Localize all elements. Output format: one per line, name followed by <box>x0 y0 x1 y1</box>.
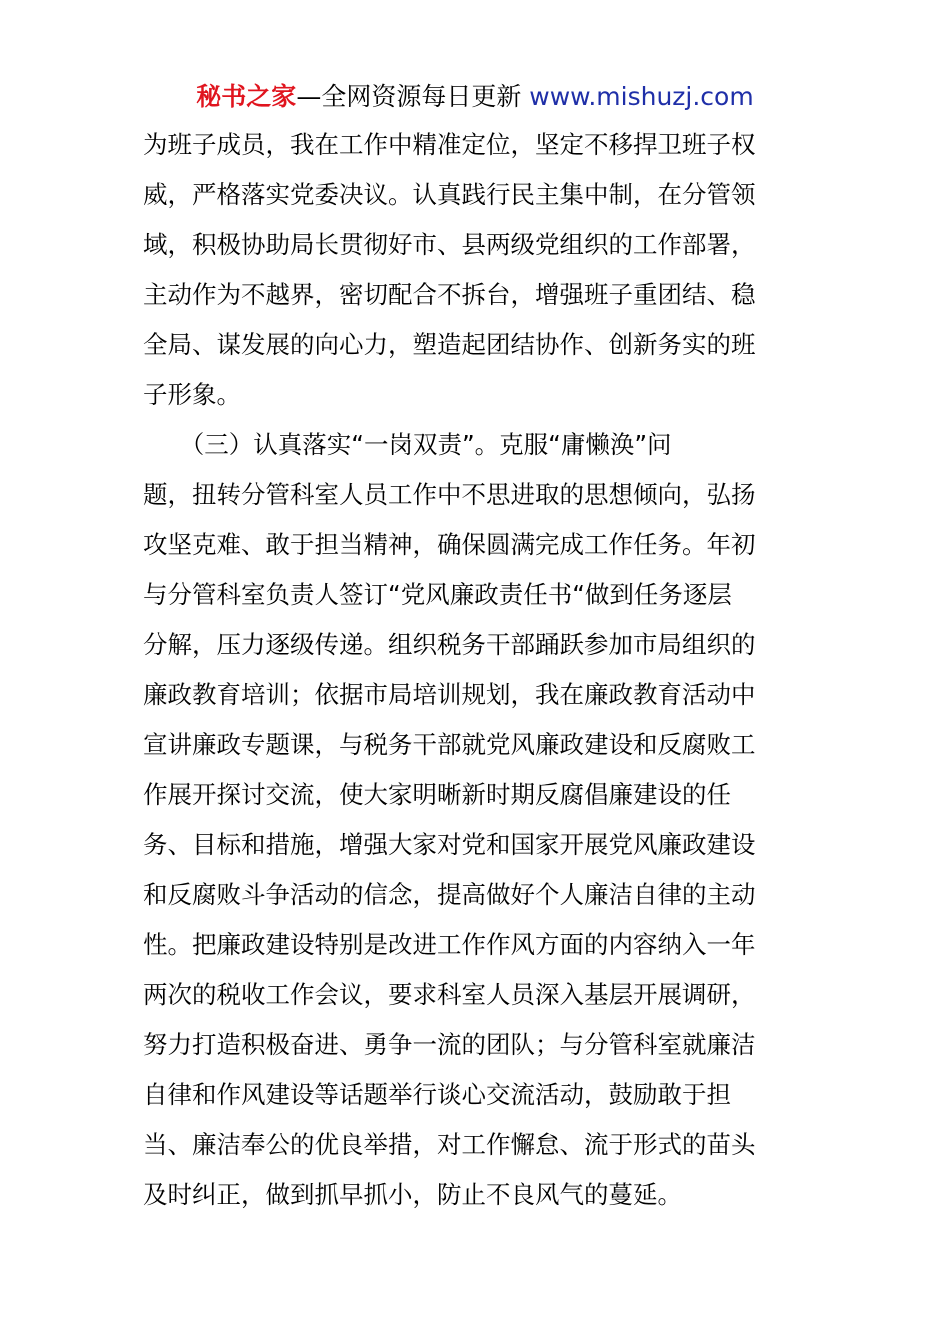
text-line: 攻坚克难、敢于担当精神，确保圆满完成工作任务。年初 <box>143 530 756 559</box>
text-line: 努力打造积极奋进、勇争一流的团队；与分管科室就廉洁 <box>143 1030 756 1059</box>
site-brand: 秘书之家 <box>196 82 297 111</box>
text-line: 分解，压力逐级传递。组织税务干部踊跃参加市局组织的 <box>143 630 756 659</box>
text-line: 当、廉洁奉公的优良举措，对工作懈怠、流于形式的苗头 <box>143 1130 756 1159</box>
text-line: 作展开探讨交流，使大家明晰新时期反腐倡廉建设的任 <box>143 780 731 809</box>
text-line: 性。把廉政建设特别是改进工作作风方面的内容纳入一年 <box>143 930 756 959</box>
text-line: 为班子成员，我在工作中精准定位，坚定不移捍卫班子权 <box>143 130 756 159</box>
document-body <box>143 120 813 1220</box>
section-heading-line: （三）认真落实“一岗双责”。克服“庸懒涣”问 <box>143 430 672 459</box>
text-line: 主动作为不越界，密切配合不拆台，增强班子重团结、稳 <box>143 280 756 309</box>
text-line: 与分管科室负责人签订“党风廉政责任书“做到任务逐层 <box>143 580 732 609</box>
text-line: 自律和作风建设等话题举行谈心交流活动，鼓励敢于担 <box>143 1080 731 1109</box>
text-line: 务、目标和措施，增强大家对党和国家开展党风廉政建设 <box>143 830 756 859</box>
text-line: 威，严格落实党委决议。认真践行民主集中制，在分管领 <box>143 180 756 209</box>
text-line: 两次的税收工作会议，要求科室人员深入基层开展调研， <box>143 980 756 1009</box>
text-line: 域，积极协助局长贯彻好市、县两级党组织的工作部署， <box>143 230 756 259</box>
text-line: 子形象。 <box>143 380 241 409</box>
text-line: 及时纠正，做到抓早抓小，防止不良风气的蔓延。 <box>143 1180 682 1209</box>
text-line: 全局、谋发展的向心力，塑造起团结协作、创新务实的班 <box>143 330 756 359</box>
site-header <box>0 80 950 114</box>
site-url-link[interactable]: www.mishuzj.com <box>529 82 754 111</box>
text-line: 题，扭转分管科室人员工作中不思进取的思想倾向，弘扬 <box>143 480 756 509</box>
text-line: 宣讲廉政专题课，与税务干部就党风廉政建设和反腐败工 <box>143 730 756 759</box>
text-line: 和反腐败斗争活动的信念，提高做好个人廉洁自律的主动 <box>143 880 756 909</box>
site-tagline: —全网资源每日更新 <box>296 82 522 111</box>
text-line: 廉政教育培训；依据市局培训规划，我在廉政教育活动中 <box>143 680 756 709</box>
